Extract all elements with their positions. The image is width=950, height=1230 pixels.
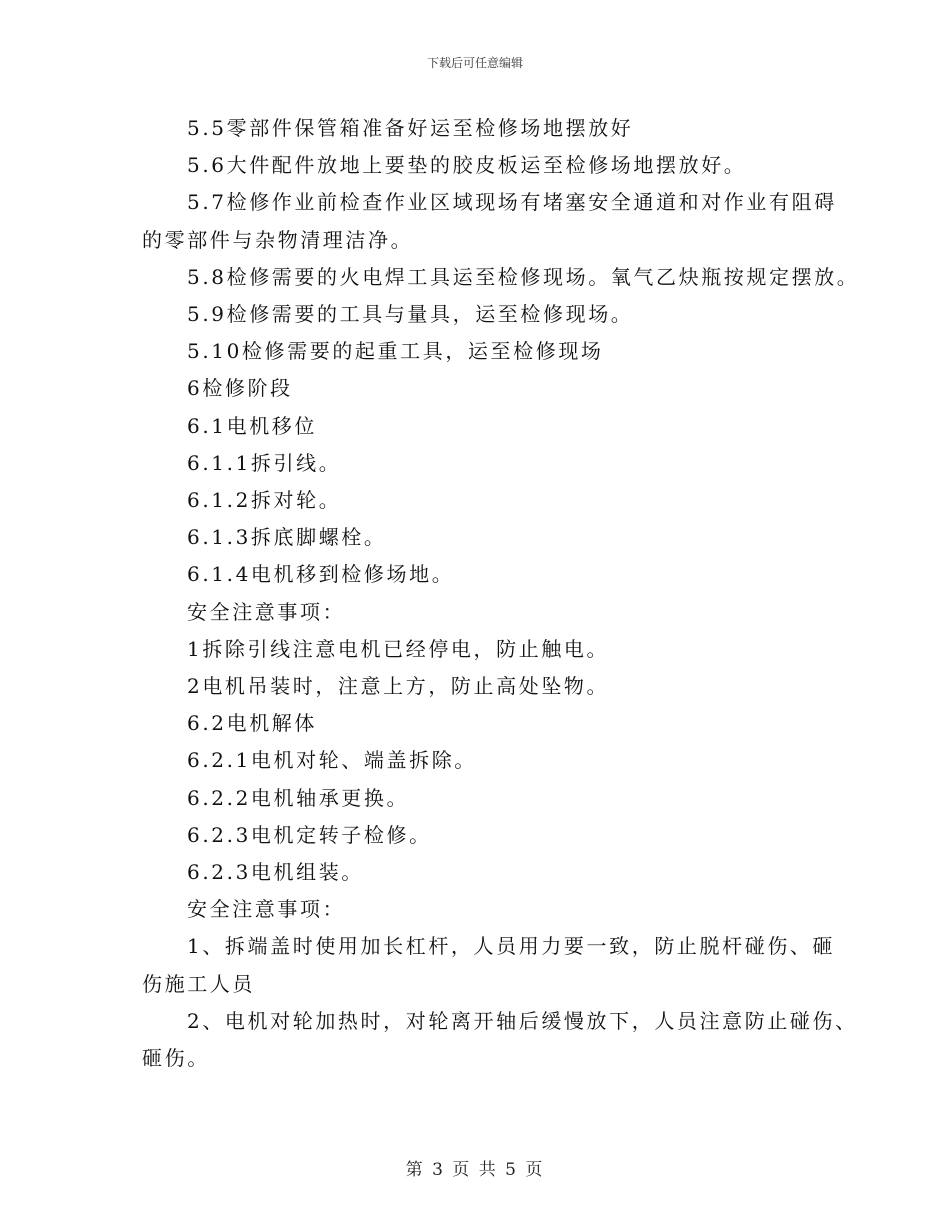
paragraph-line: 6.2.3电机组装。 (187, 860, 364, 885)
paragraph-line: 6.2.3电机定转子检修。 (187, 822, 432, 847)
paragraph-line: 的零部件与杂物清理洁净。 (142, 227, 414, 252)
paragraph-line: 5.5零部件保管箱准备好运至检修场地摆放好 (187, 116, 634, 140)
paragraph-line: 5.6大件配件放地上要垫的胶皮板运至检修场地摆放好。 (187, 153, 747, 178)
paragraph-line: 1、拆端盖时使用加长杠杆，人员用力要一致，防止脱杆碰伤、砸 (187, 934, 836, 959)
page-header: 下载后可任意编辑 (426, 56, 523, 70)
document-body (142, 110, 860, 1077)
paragraph-line: 6.1电机移位 (187, 413, 318, 438)
paragraph-line: 6.2电机解体 (187, 711, 318, 736)
paragraph-line: 6.2.1电机对轮、端盖拆除。 (187, 748, 477, 773)
paragraph-line: 5.8检修需要的火电焊工具运至检修现场。氧气乙炔瓶按规定摆放。 (187, 264, 860, 289)
paragraph-line: 5.7检修作业前检查作业区域现场有堵塞安全通道和对作业有阻碍 (187, 190, 837, 215)
paragraph-line: 2、电机对轮加热时，对轮离开轴后缓慢放下，人员注意防止碰伤、 (187, 1008, 858, 1033)
page-footer: 第 3 页 共 5 页 (405, 1160, 545, 1180)
paragraph-line: 6.1.2拆对轮。 (187, 488, 342, 513)
paragraph-line: 安全注意事项： (187, 897, 346, 922)
paragraph-line: 6.1.1拆引线。 (187, 450, 342, 475)
paragraph-line: 5.10检修需要的起重工具，运至检修现场 (187, 339, 604, 364)
paragraph-line: 6检修阶段 (187, 376, 293, 401)
paragraph-line: 安全注意事项： (187, 599, 346, 624)
paragraph-line: 6.1.3拆底脚螺栓。 (187, 525, 387, 550)
paragraph-line: 伤施工人员 (142, 971, 255, 996)
paragraph-line: 6.2.2电机轴承更换。 (187, 785, 410, 810)
paragraph-line: 1拆除引线注意电机已经停电，防止触电。 (187, 636, 610, 661)
paragraph-line: 6.1.4电机移到检修场地。 (187, 562, 455, 587)
paragraph-line: 2电机吊装时，注意上方，防止高处坠物。 (187, 674, 610, 699)
paragraph-line: 5.9检修需要的工具与量具，运至检修现场。 (187, 302, 634, 327)
paragraph-line: 砸伤。 (142, 1046, 210, 1071)
